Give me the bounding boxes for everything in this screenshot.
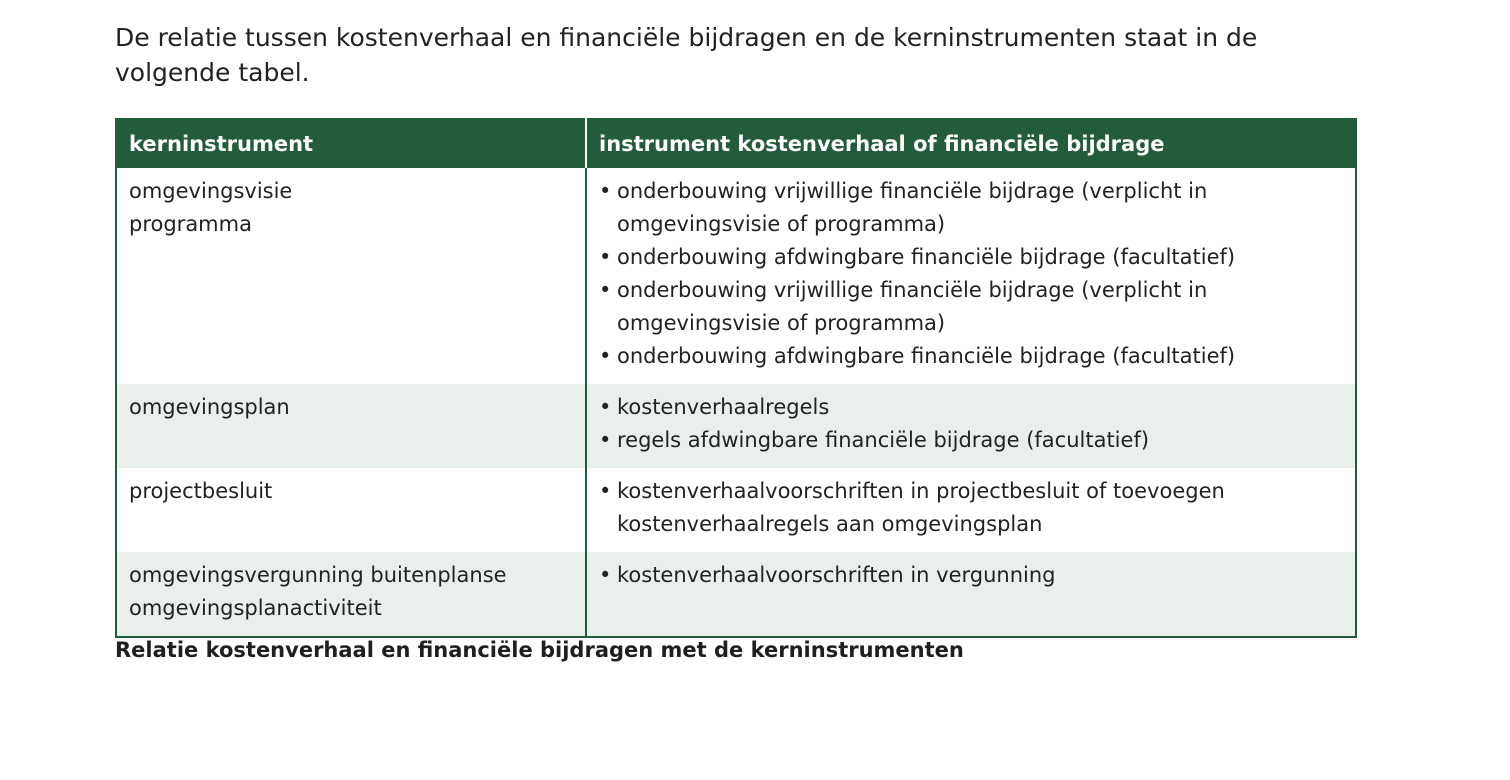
- table-row: [116, 468, 1356, 552]
- table-header-row: [116, 119, 1356, 168]
- header-instrument: instrument kostenverhaal of financiële bijdrage: [586, 119, 1356, 168]
- list-item: • regels afdwingbare financiële bijdrage (facultatief): [599, 424, 1343, 457]
- table-container: [115, 118, 1355, 638]
- cell-text: omgevingsvisie: [129, 179, 293, 203]
- row-kerninstrument-cell: [116, 552, 586, 637]
- list-item: • kostenverhaalvoorschriften in projectbesluit of toevoegen kostenverhaalregels aan omgevingsplan: [599, 475, 1343, 541]
- bullet-list: [599, 175, 1343, 373]
- row-kerninstrument-cell: [116, 168, 586, 384]
- cell-text: projectbesluit: [129, 479, 273, 503]
- row-instrument-cell: [586, 468, 1356, 552]
- table-caption: Relatie kostenverhaal en financiële bijdragen met de kerninstrumenten: [115, 638, 964, 662]
- row-instrument-cell: [586, 552, 1356, 637]
- list-item: • kostenverhaalregels: [599, 391, 1343, 424]
- table-row: [116, 552, 1356, 637]
- row-instrument-cell: [586, 168, 1356, 384]
- bullet-list: [599, 559, 1343, 592]
- row-kerninstrument-cell: [116, 384, 586, 468]
- list-item: • onderbouwing vrijwillige financiële bijdrage (verplicht in omgevingsvisie of programma): [599, 274, 1343, 340]
- cell-text: programma: [129, 212, 252, 236]
- row-instrument-cell: [586, 384, 1356, 468]
- list-item: • onderbouwing vrijwillige financiële bijdrage (verplicht in omgevingsvisie of programma): [599, 175, 1343, 241]
- row-kerninstrument-cell: [116, 468, 586, 552]
- intro-paragraph: De relatie tussen kostenverhaal en financiële bijdragen en de kerninstrumenten staat in de volgende tabel.: [115, 23, 1258, 87]
- cell-text: omgevingsvergunning buitenplanse omgevingsplanactiviteit: [129, 563, 507, 620]
- list-item: • onderbouwing afdwingbare financiële bijdrage (facultatief): [599, 241, 1343, 274]
- header-kerninstrument: kerninstrument: [116, 119, 586, 168]
- list-item: • kostenverhaalvoorschriften in vergunning: [599, 559, 1343, 592]
- bullet-list: [599, 475, 1343, 541]
- list-item: • onderbouwing afdwingbare financiële bijdrage (facultatief): [599, 340, 1343, 373]
- cell-text: omgevingsplan: [129, 395, 290, 419]
- table-row: [116, 384, 1356, 468]
- table-row: [116, 168, 1356, 384]
- relation-table: [115, 118, 1357, 638]
- bullet-list: [599, 391, 1343, 457]
